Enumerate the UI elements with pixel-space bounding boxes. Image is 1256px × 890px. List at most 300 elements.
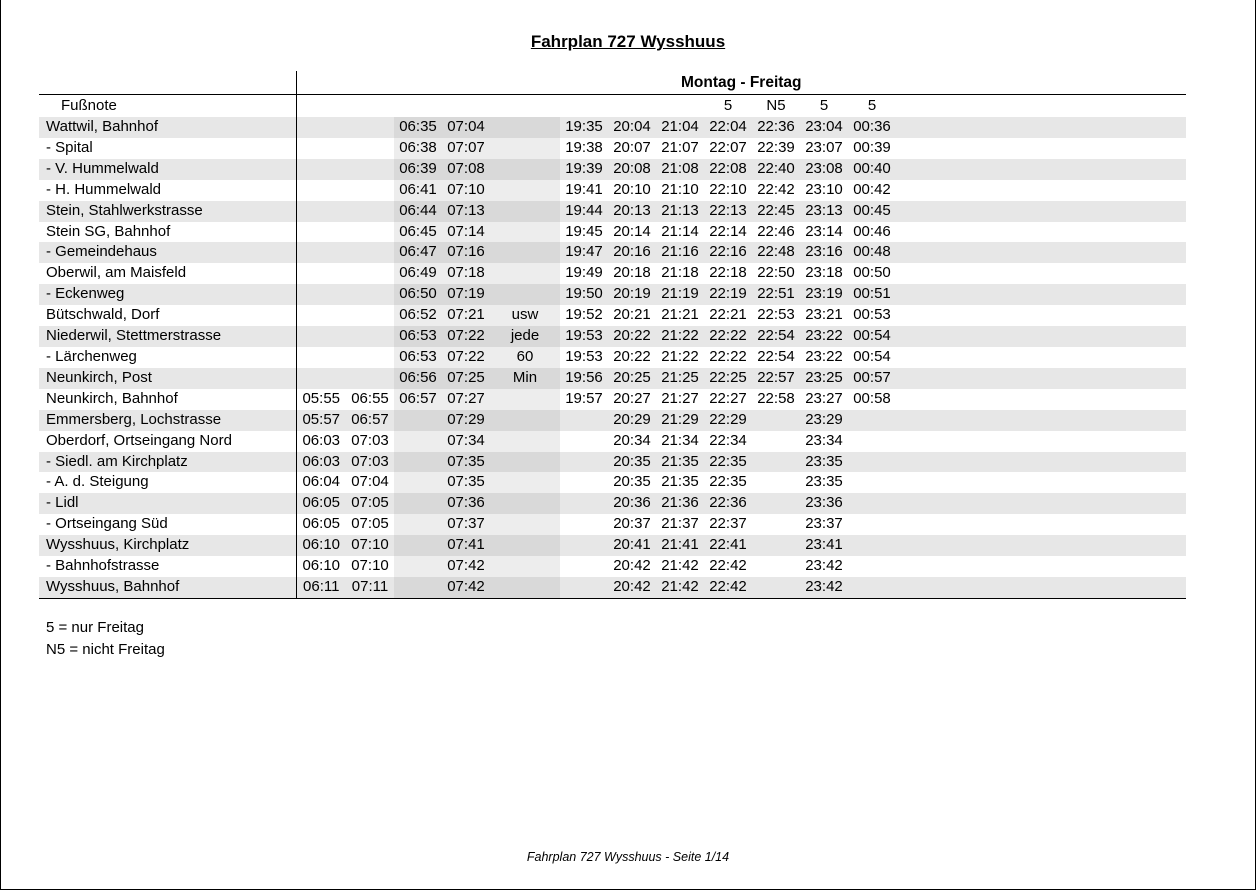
time-cell: 22:27 [709,389,747,407]
time-cell [394,493,442,514]
time-cell: 20:13 [613,201,651,219]
time-cell [296,347,346,368]
frequency-note-cell: 60 [490,347,560,368]
row-filler [896,452,1186,473]
time-cell: 23:25 [805,368,843,386]
time-cell: 23:35 [805,452,843,470]
time-cell: 22:14 [709,222,747,240]
station-name: Wysshuus, Kirchplatz [46,536,190,554]
station-name: - Bahnhofstrasse [46,557,160,575]
time-cell [394,410,442,431]
time-cell: 21:14 [661,222,699,240]
time-cell: 21:04 [661,118,699,135]
time-cell: 06:57 [394,389,442,410]
time-cell: 22:35 [709,452,747,470]
station-name: - V. Hummelwald [46,159,159,177]
time-cell: 07:25 [442,368,490,389]
time-cell [296,117,346,138]
time-cell: 05:55 [296,389,346,410]
frequency-note-cell [490,180,560,201]
time-cell: 07:35 [442,452,490,473]
time-cell: 22:10 [709,180,747,198]
footnote-legend [46,617,165,661]
time-cell [752,514,800,535]
time-cell [346,368,394,389]
timetable-row [39,410,1186,431]
time-cell: 06:35 [394,117,442,138]
time-cell: 19:44 [565,201,603,219]
time-cell [296,326,346,347]
time-cell [752,493,800,514]
time-cell: 07:22 [442,326,490,347]
time-cell [346,242,394,263]
time-cell: 06:53 [394,347,442,368]
footnote-cell: 5 [867,97,877,114]
time-cell [346,222,394,243]
time-cell: 23:29 [805,410,843,428]
time-cell: 06:11 [296,577,346,598]
time-cell [560,410,608,431]
time-cell: 22:07 [709,138,747,156]
time-cell [752,410,800,431]
time-cell: 07:35 [442,472,490,493]
time-cell: 22:22 [709,347,747,365]
time-cell: 06:39 [394,159,442,180]
time-cell: 06:45 [394,222,442,243]
station-name: - Ortseingang Süd [46,515,168,533]
station-name: - H. Hummelwald [46,180,162,198]
time-cell: 23:27 [805,389,843,407]
time-cell [346,117,394,138]
row-filler [896,180,1186,201]
time-cell [848,556,896,577]
time-cell: 22:57 [757,368,795,386]
timetable-row [39,263,1186,284]
time-cell [560,452,608,473]
row-filler [896,368,1186,389]
footnote-cell [608,95,656,118]
footnote-cell [490,95,560,118]
time-cell: 00:40 [853,159,891,177]
time-cell: 00:51 [853,285,891,303]
time-cell: 07:10 [351,536,389,554]
time-cell: 07:34 [442,431,490,452]
time-cell: 07:08 [442,159,490,180]
frequency-note-cell [490,535,560,556]
time-cell: 19:53 [565,327,603,345]
time-cell [394,577,442,598]
time-cell: 21:41 [661,536,699,554]
time-cell: 22:08 [709,159,747,177]
station-name: Niederwil, Stettmerstrasse [46,327,222,345]
legend-line-n5: N5 = nicht Freitag [46,641,165,658]
time-cell: 21:42 [656,577,704,598]
time-cell: 20:37 [613,515,651,533]
time-cell: 23:10 [805,180,843,198]
time-cell: 06:49 [394,263,442,284]
time-cell: 20:08 [613,159,651,177]
time-cell: 20:29 [613,410,651,428]
timetable-row [39,222,1186,243]
time-cell [848,431,896,452]
time-cell: 06:47 [394,242,442,263]
time-cell [752,556,800,577]
footnote-row [39,95,1186,118]
row-filler [896,284,1186,305]
frequency-note-cell [490,577,560,598]
row-filler [896,514,1186,535]
frequency-note-cell: Min [490,368,560,389]
time-cell: 20:16 [613,243,651,261]
timetable-wrap [39,71,1186,599]
time-cell: 07:04 [351,473,389,491]
time-cell [346,201,394,222]
time-cell [346,159,394,180]
time-cell: 22:54 [757,327,795,345]
time-cell: 22:04 [709,118,747,135]
time-cell: 07:36 [442,493,490,514]
time-cell: 06:53 [394,326,442,347]
footnote-cell [346,95,394,118]
time-cell: 19:35 [565,118,603,135]
time-cell: 20:22 [613,347,651,365]
time-cell: 20:10 [613,180,651,198]
time-cell: 07:16 [442,242,490,263]
time-cell: 20:04 [613,118,651,135]
time-cell: 23:22 [805,327,843,345]
row-filler [896,117,1186,138]
time-cell [752,577,800,598]
time-cell: 22:29 [709,410,747,428]
time-cell: 23:22 [805,347,843,365]
frequency-note-cell [490,284,560,305]
time-cell: 23:14 [805,222,843,240]
time-cell: 22:21 [709,306,747,324]
time-cell: 06:50 [394,284,442,305]
station-name: Oberwil, am Maisfeld [46,264,187,282]
time-cell [296,180,346,201]
frequency-note-cell [490,159,560,180]
time-cell [296,222,346,243]
time-cell: 06:57 [351,410,389,428]
station-name: - Spital [46,138,93,156]
timetable-row [39,201,1186,222]
time-cell: 00:42 [853,180,891,198]
timetable-row [39,117,1186,138]
footnote-cell: 5 [723,97,733,114]
time-cell [560,535,608,556]
time-cell: 06:41 [394,180,442,201]
time-cell: 06:10 [296,556,346,577]
time-cell: 22:53 [757,306,795,324]
timetable-row [39,389,1186,410]
time-cell: 20:19 [613,285,651,303]
timetable-row [39,347,1186,368]
time-cell: 07:29 [442,410,490,431]
row-filler [896,410,1186,431]
time-cell [346,326,394,347]
time-cell: 23:21 [805,306,843,324]
time-cell: 07:14 [442,222,490,243]
time-cell: 07:07 [442,138,490,159]
timetable-row [39,535,1186,556]
time-cell: 06:10 [296,535,346,556]
time-cell: 06:52 [394,305,442,326]
time-cell: 20:25 [613,368,651,386]
time-cell: 20:35 [613,452,651,470]
station-name: Wattwil, Bahnhof [46,118,158,135]
time-cell: 19:38 [565,138,603,156]
time-cell: 07:05 [351,515,389,533]
time-cell: 21:21 [661,306,699,324]
frequency-note-cell: usw [490,305,560,326]
time-cell [296,284,346,305]
time-cell: 22:37 [709,515,747,533]
frequency-note-cell [490,410,560,431]
time-cell: 07:11 [346,577,394,598]
time-cell: 23:16 [805,243,843,261]
time-cell: 00:57 [853,368,891,386]
time-cell [394,452,442,473]
station-name: - A. d. Steigung [46,473,149,491]
time-cell: 00:54 [853,327,891,345]
time-cell: 22:54 [757,347,795,365]
page-footer: Fahrplan 727 Wysshuus - Seite 1/14 [526,850,730,864]
time-cell [848,493,896,514]
time-cell: 19:52 [565,306,603,324]
time-cell: 21:10 [661,180,699,198]
time-cell [296,305,346,326]
footnote-cell [442,95,490,118]
time-cell: 07:41 [442,535,490,556]
time-cell: 19:45 [565,222,603,240]
footnote-cell [296,95,346,118]
time-cell: 22:48 [757,243,795,261]
time-cell: 22:36 [709,494,747,512]
row-filler [896,431,1186,452]
time-cell [560,493,608,514]
time-cell [560,472,608,493]
time-cell: 23:04 [805,118,843,135]
time-cell: 19:49 [565,264,603,282]
row-filler [896,556,1186,577]
time-cell: 00:54 [853,347,891,365]
time-cell: 06:44 [394,201,442,222]
timetable-row [39,452,1186,473]
time-cell: 19:53 [565,347,603,365]
station-name: - Siedl. am Kirchplatz [46,452,188,470]
time-cell: 23:35 [805,473,843,491]
time-cell [752,431,800,452]
page-title: Fahrplan 727 Wysshuus [530,32,726,51]
footnote-cell: N5 [766,97,786,114]
time-cell: 20:21 [613,306,651,324]
time-cell: 20:42 [608,577,656,598]
time-cell: 21:34 [661,431,699,449]
time-cell: 21:36 [661,494,699,512]
time-cell [752,472,800,493]
row-filler [896,242,1186,263]
time-cell: 22:18 [709,264,747,282]
time-cell: 00:45 [853,201,891,219]
time-cell [346,180,394,201]
time-cell [560,431,608,452]
time-cell: 06:56 [394,368,442,389]
time-cell [560,577,608,598]
time-cell: 06:03 [296,452,346,473]
timetable-row [39,326,1186,347]
row-filler [896,201,1186,222]
time-cell [848,452,896,473]
station-name: Stein, Stahlwerkstrasse [46,201,203,219]
time-cell: 05:57 [296,410,346,431]
time-cell: 21:16 [661,243,699,261]
timetable-row [39,493,1186,514]
day-header-spacer [39,71,296,95]
row-filler [896,347,1186,368]
time-cell: 23:07 [805,138,843,156]
row-filler [896,95,1186,118]
time-cell: 20:41 [613,536,651,554]
time-cell: 22:16 [709,243,747,261]
time-cell [296,159,346,180]
station-name: Stein SG, Bahnhof [46,222,171,240]
time-cell: 07:42 [442,577,490,598]
time-cell: 00:50 [853,264,891,282]
row-filler [896,493,1186,514]
frequency-note-cell [490,389,560,410]
station-name: - Lidl [46,494,79,512]
time-cell: 20:34 [613,431,651,449]
time-cell: 21:08 [661,159,699,177]
time-cell [560,556,608,577]
time-cell [848,410,896,431]
station-name: Emmersberg, Lochstrasse [46,410,222,428]
time-cell: 19:57 [565,389,603,407]
time-cell: 07:04 [442,117,490,138]
timetable-row [39,556,1186,577]
time-cell: 19:50 [565,285,603,303]
time-cell [848,535,896,556]
time-cell: 20:22 [613,327,651,345]
time-cell: 20:18 [613,264,651,282]
time-cell: 22:50 [757,264,795,282]
time-cell: 06:55 [351,389,389,407]
timetable-row [39,305,1186,326]
row-filler [896,263,1186,284]
time-cell [848,577,896,598]
day-header-row [39,71,1186,95]
time-cell: 07:42 [442,556,490,577]
frequency-note-cell [490,201,560,222]
station-name: - Gemeindehaus [46,243,157,261]
frequency-note-cell [490,242,560,263]
time-cell: 20:14 [613,222,651,240]
timetable [39,71,1186,599]
frequency-note-cell [490,493,560,514]
time-cell: 20:07 [613,138,651,156]
footnote-label: Fußnote [61,97,117,114]
time-cell: 22:39 [757,138,795,156]
time-cell: 22:41 [709,536,747,554]
row-filler [896,305,1186,326]
station-name: Neunkirch, Post [46,368,152,386]
frequency-note-cell [490,138,560,159]
time-cell: 21:19 [661,285,699,303]
time-cell: 19:39 [565,159,603,177]
footnote-cell [394,95,442,118]
time-cell: 07:27 [442,389,490,410]
frequency-note-cell: jede [490,326,560,347]
time-cell [296,201,346,222]
time-cell: 22:19 [709,285,747,303]
time-cell: 21:25 [661,368,699,386]
row-filler [896,222,1186,243]
time-cell: 07:03 [351,431,389,449]
time-cell [346,305,394,326]
frequency-note-cell [490,222,560,243]
time-cell: 19:47 [565,243,603,261]
frequency-note-cell [490,514,560,535]
station-name: Neunkirch, Bahnhof [46,389,178,407]
frequency-note-cell [490,431,560,452]
time-cell: 23:18 [805,264,843,282]
time-cell: 22:42 [704,577,752,598]
time-cell: 23:37 [805,515,843,533]
station-name: - Eckenweg [46,285,125,303]
time-cell: 06:03 [296,431,346,452]
timetable-row [39,138,1186,159]
time-cell: 00:46 [853,222,891,240]
time-cell: 21:22 [661,347,699,365]
frequency-note-cell [490,117,560,138]
time-cell [752,452,800,473]
timetable-row [39,577,1186,598]
footnote-cell [560,95,608,118]
time-cell: 07:10 [442,180,490,201]
time-cell [394,472,442,493]
time-cell: 21:35 [661,452,699,470]
time-cell: 22:22 [709,327,747,345]
time-cell: 07:13 [442,201,490,222]
row-filler [896,326,1186,347]
time-cell [346,138,394,159]
time-cell [752,535,800,556]
time-cell: 22:51 [757,285,795,303]
row-filler [896,535,1186,556]
time-cell: 22:42 [709,557,747,575]
time-cell: 21:35 [661,473,699,491]
time-cell: 07:37 [442,514,490,535]
time-cell: 22:36 [757,118,795,135]
time-cell: 23:34 [805,431,843,449]
time-cell: 22:46 [757,222,795,240]
time-cell: 22:42 [757,180,795,198]
time-cell: 20:35 [613,473,651,491]
time-cell: 00:58 [853,389,891,407]
time-cell [296,242,346,263]
timetable-row [39,242,1186,263]
time-cell: 20:36 [613,494,651,512]
station-name: Oberdorf, Ortseingang Nord [46,431,232,449]
time-cell: 07:10 [351,557,389,575]
time-cell: 20:42 [613,557,651,575]
time-cell: 22:35 [709,473,747,491]
time-cell: 21:37 [661,515,699,533]
time-cell: 06:04 [296,472,346,493]
station-name: - Lärchenweg [46,347,137,365]
time-cell: 22:13 [709,201,747,219]
